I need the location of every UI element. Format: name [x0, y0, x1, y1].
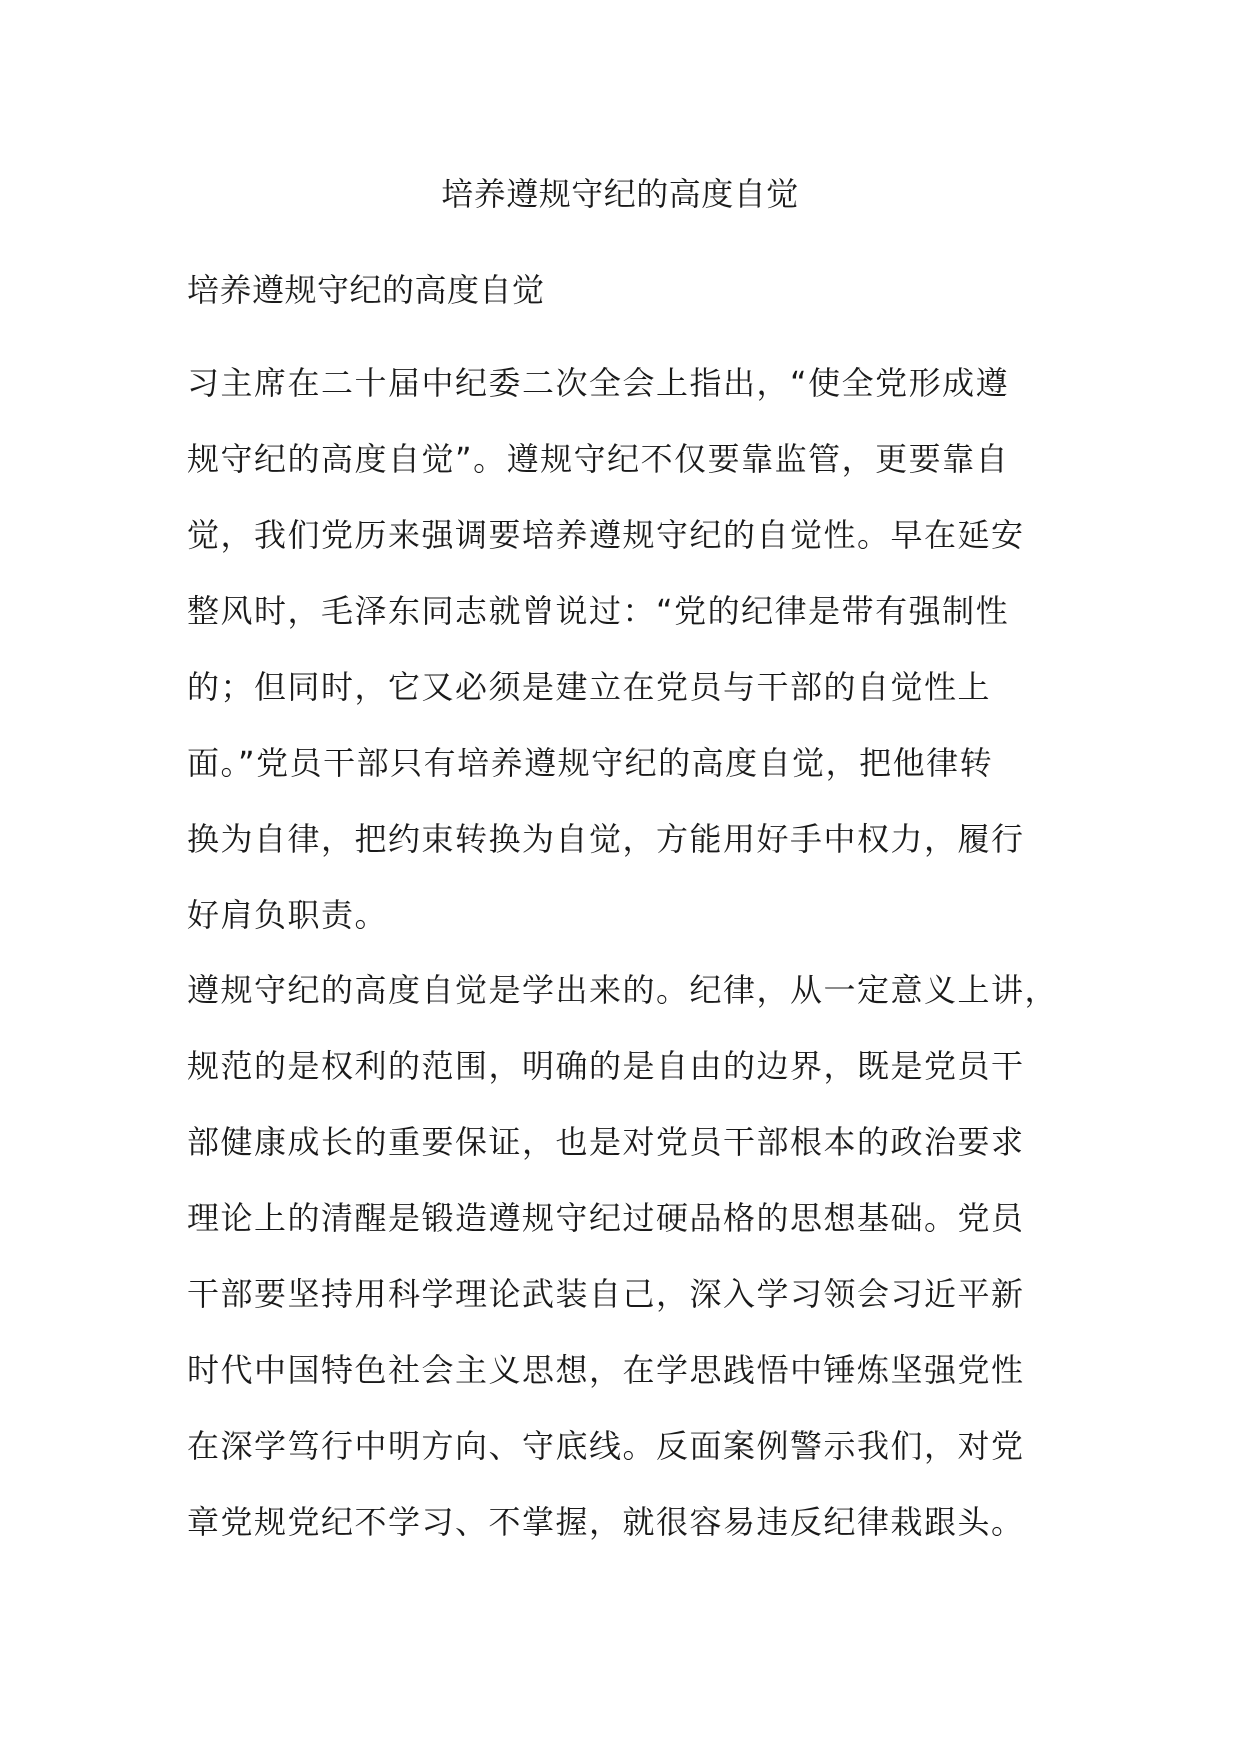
paragraph-line: 规范的是权利的范围，明确的是自由的边界，既是党员干 — [187, 1047, 1025, 1085]
paragraph-line: 章党规党纪不学习、不掌握，就很容易违反纪律栽跟头。 — [187, 1503, 1025, 1541]
paragraph-2 — [187, 952, 1058, 1560]
document-title: 培养遵规守纪的高度自觉 — [441, 175, 799, 213]
paragraph-line: 整风时，毛泽东同志就曾说过：“党的纪律是带有强制性 — [187, 592, 1010, 630]
paragraph-line: 习主席在二十届中纪委二次全会上指出，“使全党形成遵 — [187, 364, 1010, 402]
paragraph-line: 规守纪的高度自觉”。遵规守纪不仅要靠监管，更要靠自 — [187, 440, 1010, 478]
paragraph-line: 干部要坚持用科学理论武装自己，深入学习领会习近平新 — [187, 1275, 1025, 1313]
paragraph-line: 的；但同时，它又必须是建立在党员与干部的自觉性上 — [187, 668, 992, 706]
paragraph-line: 时代中国特色社会主义思想，在学思践悟中锤炼坚强党性 — [187, 1351, 1025, 1389]
paragraph-line: 换为自律，把约束转换为自觉，方能用好手中权力，履行 — [187, 820, 1025, 858]
document-subtitle: 培养遵规守纪的高度自觉 — [187, 271, 545, 309]
paragraph-line: 遵规守纪的高度自觉是学出来的。纪律，从一定意义上讲， — [187, 971, 1059, 1009]
paragraph-1 — [187, 345, 1025, 953]
paragraph-line: 部健康成长的重要保证，也是对党员干部根本的政治要求 — [187, 1123, 1025, 1161]
paragraph-line: 在深学笃行中明方向、守底线。反面案例警示我们，对党 — [187, 1427, 1025, 1465]
paragraph-line: 觉，我们党历来强调要培养遵规守纪的自觉性。早在延安 — [187, 516, 1025, 554]
paragraph-line: 面。”党员干部只有培养遵规守纪的高度自觉，把他律转 — [187, 744, 994, 782]
paragraph-line: 好肩负职责。 — [187, 896, 389, 934]
paragraph-line: 理论上的清醒是锻造遵规守纪过硬品格的思想基础。党员 — [187, 1199, 1025, 1237]
